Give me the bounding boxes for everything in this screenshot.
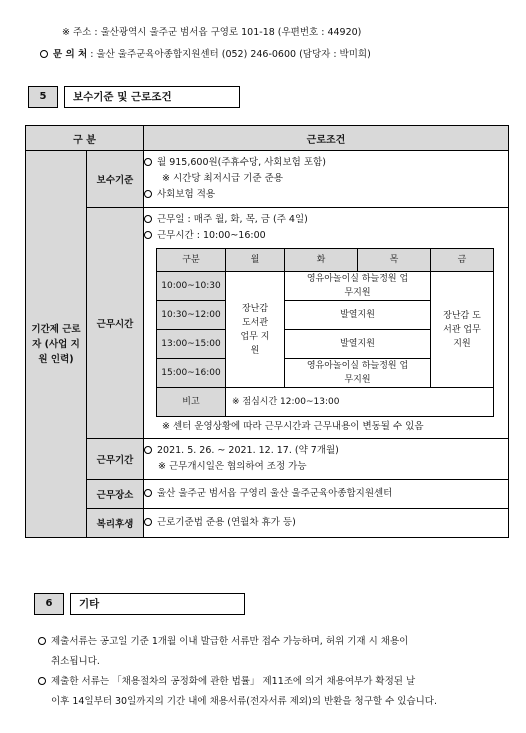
period-label: 근무기간 [87, 439, 144, 480]
sched-time: 10:00~10:30 [157, 272, 226, 301]
contact-label: 문 의 처 [53, 49, 88, 60]
sched-note-value: ※ 점심시간 12:00~13:00 [226, 388, 494, 417]
sched-header: 목 [357, 249, 430, 272]
notes [38, 632, 516, 712]
note-1 [38, 632, 516, 652]
category-cell: 기간제 근로자 (사업 지원 인력) [26, 151, 87, 538]
sched-header: 금 [431, 249, 494, 272]
period-cell [144, 439, 509, 480]
note-1-line-2: 취소됩니다. [51, 656, 100, 667]
sched-header: 구분 [157, 249, 226, 272]
place-label: 근무장소 [87, 480, 144, 509]
welfare-cell [144, 509, 509, 538]
circle-bullet-icon [144, 215, 152, 223]
sched-tue-thu: 영유아놀이실 하늘정원 업무지원 [285, 272, 431, 301]
circle-bullet-icon [38, 637, 46, 645]
welfare-label: 복리후생 [87, 509, 144, 538]
hours-label: 근무시간 [87, 208, 144, 439]
sched-tue-thu: 발열지원 [285, 330, 431, 359]
circle-bullet-icon [144, 518, 152, 526]
circle-bullet-icon [40, 50, 48, 58]
header-category: 구 분 [26, 126, 144, 151]
sched-time: 10:30~12:00 [157, 301, 226, 330]
period-line1: 2021. 5. 26. ~ 2021. 12. 17. (약 7개월) [157, 445, 339, 456]
circle-bullet-icon [38, 677, 46, 685]
hours-days: 근무일 : 매주 월, 화, 목, 금 (주 4일) [157, 214, 308, 225]
section-6-title: 기타 [70, 593, 245, 615]
hours-cell [144, 208, 509, 439]
pay-label: 보수기준 [87, 151, 144, 208]
period-line2: ※ 근무개시일은 협의하여 조정 가능 [158, 461, 307, 472]
circle-bullet-icon [144, 158, 152, 166]
header-conditions: 근로조건 [144, 126, 509, 151]
note-2-line-2: 이후 14일부터 30일까지의 기간 내에 채용서류(전자서류 제외)의 반환을 청구할 수 있습니다. [51, 696, 438, 707]
pay-line3: 사회보험 적용 [157, 189, 216, 200]
sched-header: 월 [226, 249, 285, 272]
pay-cell [144, 151, 509, 208]
sched-time: 13:00~15:00 [157, 330, 226, 359]
section-5-number: 5 [28, 86, 58, 108]
section-5-title: 보수기준 및 근로조건 [64, 86, 240, 108]
circle-bullet-icon [144, 190, 152, 198]
note-1-line-1: 제출서류는 공고일 기준 1개월 이내 발급한 서류만 접수 가능하며, 허위 기재 시 채용이 [51, 636, 409, 647]
schedule-table [156, 248, 494, 417]
hours-time: 근무시간 : 10:00~16:00 [157, 230, 266, 241]
sched-tue-thu: 발열지원 [285, 301, 431, 330]
place-value: 울산 울주군 범서읍 구영리 울산 울주군육아종합지원센터 [157, 488, 393, 499]
sched-fri: 장난감 도서관 업무 지원 [431, 272, 494, 388]
circle-bullet-icon [144, 489, 152, 497]
sched-mon: 장난감 도서관 업무 지원 [226, 272, 285, 388]
sched-tue-thu: 영유아놀이실 하늘정원 업무지원 [285, 359, 431, 388]
contact-line [40, 46, 371, 60]
circle-bullet-icon [144, 446, 152, 454]
work-conditions-table [25, 125, 509, 538]
note-2 [38, 672, 516, 692]
note-2-line-1: 제출한 서류는 「채용절차의 공정화에 관한 법률」 제11조에 의거 채용여부가 확정된 날 [51, 676, 416, 687]
pay-line2: ※ 시간당 최저시급 기준 준용 [162, 173, 283, 184]
contact-value: : 울산 울주군육아종합지원센터 (052) 246-0600 (담당자 : 박미희) [90, 49, 371, 60]
sched-note-label: 비고 [157, 388, 226, 417]
pay-line1: 월 915,600원(주휴수당, 사회보험 포함) [157, 157, 326, 168]
address-line: ※ 주소 : 울산광역시 울주군 범서읍 구영로 101-18 (우편번호 : 44920) [62, 27, 362, 38]
place-cell [144, 480, 509, 509]
section-6-number: 6 [34, 593, 64, 615]
hours-footnote: ※ 센터 운영상황에 따라 근무시간과 근무내용이 변동될 수 있음 [162, 421, 424, 432]
sched-time: 15:00~16:00 [157, 359, 226, 388]
sched-header: 화 [285, 249, 358, 272]
circle-bullet-icon [144, 231, 152, 239]
welfare-value: 근로기준법 준용 (연월차 휴가 등) [157, 517, 296, 528]
